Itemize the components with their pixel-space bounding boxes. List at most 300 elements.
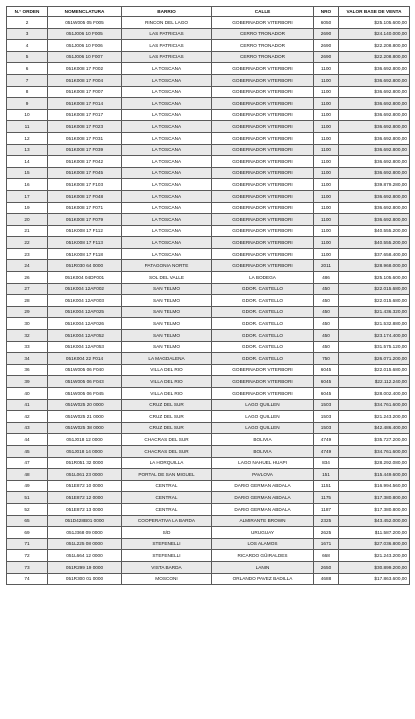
valor-cell: $37.658.400,00 [339, 248, 410, 260]
valor-cell: $22.112.240,00 [339, 376, 410, 388]
nro-cell: 1671 [314, 538, 339, 550]
orden-cell: 33 [7, 341, 48, 353]
valor-cell: $25.105.600,00 [339, 17, 410, 29]
orden-cell: 42 [7, 411, 48, 423]
table-row [7, 573, 410, 585]
nomenclatura-cell: 051K008 17 F118 [48, 248, 122, 260]
nro-cell: 1151 [314, 480, 339, 492]
orden-cell: 69 [7, 527, 48, 539]
valor-cell: $15.449.600,00 [339, 469, 410, 481]
barrio-cell: CRUZ DEL SUR [122, 399, 212, 411]
orden-cell: 9 [7, 98, 48, 110]
valor-cell: $36.692.800,00 [339, 74, 410, 86]
barrio-cell: LA TOSCANA [122, 121, 212, 133]
orden-cell: 17 [7, 190, 48, 202]
orden-cell: 72 [7, 550, 48, 562]
table-row [7, 225, 410, 237]
barrio-cell: LA TOSCANA [122, 109, 212, 121]
nro-cell: 1100 [314, 156, 339, 168]
barrio-cell: S/D [122, 527, 212, 539]
orden-cell: 12 [7, 132, 48, 144]
valor-cell: $17.380.800,00 [339, 492, 410, 504]
table-row [7, 330, 410, 342]
table-row [7, 306, 410, 318]
nomenclatura-cell: 051J368 09 0000 [48, 527, 122, 539]
table-row [7, 51, 410, 63]
orden-cell: 47 [7, 457, 48, 469]
nro-cell: 1100 [314, 202, 339, 214]
nro-cell: 668 [314, 550, 339, 562]
orden-cell: 10 [7, 109, 48, 121]
table-row [7, 422, 410, 434]
table-row [7, 272, 410, 284]
table-row [7, 260, 410, 272]
table-row [7, 515, 410, 527]
table-row [7, 63, 410, 75]
calle-cell: GOBERNADOR VITERBORI [212, 179, 314, 191]
table-row [7, 550, 410, 562]
table-row [7, 190, 410, 202]
valor-cell: $36.692.800,00 [339, 86, 410, 98]
orden-cell: 11 [7, 121, 48, 133]
orden-cell: 32 [7, 330, 48, 342]
orden-cell: 49 [7, 480, 48, 492]
nro-cell: 6050 [314, 17, 339, 29]
calle-cell: GDOR. CASTELLO [212, 330, 314, 342]
calle-cell: CERRO TRONADOR [212, 51, 314, 63]
barrio-cell: SAN TELMO [122, 330, 212, 342]
orden-cell: 43 [7, 422, 48, 434]
table-row [7, 156, 410, 168]
barrio-cell: LA TOSCANA [122, 214, 212, 226]
calle-cell: GOBERNADOR VITERBORI [212, 74, 314, 86]
valor-cell: $22.015.680,00 [339, 295, 410, 307]
nomenclatura-cell: 051K008 17 F048 [48, 190, 122, 202]
nomenclatura-cell: 051K004 12AF025 [48, 306, 122, 318]
header-calle: CALLE [212, 7, 314, 17]
calle-cell: GDOR. CASTELLO [212, 306, 314, 318]
barrio-cell: LA TOSCANA [122, 202, 212, 214]
valor-cell: $23.174.400,00 [339, 330, 410, 342]
orden-cell: 27 [7, 283, 48, 295]
calle-cell: LAGO NAHUEL HUAPI [212, 457, 314, 469]
nomenclatura-cell: 051K004 12AF003 [48, 295, 122, 307]
calle-cell: GDOR. CASTELLO [212, 318, 314, 330]
valor-cell: $11.587.200,00 [339, 527, 410, 539]
barrio-cell: LA TOSCANA [122, 156, 212, 168]
barrio-cell: LA TOSCANA [122, 225, 212, 237]
calle-cell: ORLANDO PAVEZ BADILLA [212, 573, 314, 585]
orden-cell: 71 [7, 538, 48, 550]
nomenclatura-cell: 051K008 17 F004 [48, 74, 122, 86]
orden-cell: 21 [7, 225, 48, 237]
table-row [7, 109, 410, 121]
valor-cell: $36.692.800,00 [339, 132, 410, 144]
calle-cell: GOBERNADOR VITERBORI [212, 260, 314, 272]
barrio-cell: PATAGONIA NORTE [122, 260, 212, 272]
table-row [7, 341, 410, 353]
valor-cell: $17.380.800,00 [339, 503, 410, 515]
orden-cell: 5 [7, 51, 48, 63]
calle-cell: URUGUAY [212, 527, 314, 539]
orden-cell: 19 [7, 202, 48, 214]
nro-cell: 1503 [314, 399, 339, 411]
barrio-cell: LAS PATRICIAS [122, 51, 212, 63]
nomenclatura-cell: 051W025 21 0000 [48, 411, 122, 423]
barrio-cell: LA TOSCANA [122, 98, 212, 110]
calle-cell: CERRO TRONADOR [212, 40, 314, 52]
barrio-cell: LA TOSCANA [122, 74, 212, 86]
calle-cell: GOBERNADOR VITERBORI [212, 248, 314, 260]
calle-cell: LOS ALAMOS [212, 538, 314, 550]
orden-cell: 6 [7, 63, 48, 75]
valor-cell: $36.692.800,00 [339, 167, 410, 179]
nomenclatura-cell: 051K008 17 F023 [48, 121, 122, 133]
valor-cell: $22.015.680,00 [339, 283, 410, 295]
table-row [7, 503, 410, 515]
orden-cell: 73 [7, 561, 48, 573]
nomenclatura-cell: 051D428B01 0000 [48, 515, 122, 527]
header-nomenclatura: NOMENCLATURA [48, 7, 122, 17]
valor-cell: $21.243.200,00 [339, 550, 410, 562]
nomenclatura-cell: 051W005 06 F040 [48, 364, 122, 376]
barrio-cell: PORTAL DE SAN MIGUEL [122, 469, 212, 481]
orden-cell: 20 [7, 214, 48, 226]
table-row [7, 28, 410, 40]
orden-cell: 65 [7, 515, 48, 527]
valor-cell: $39.879.280,00 [339, 179, 410, 191]
table-body [7, 17, 410, 585]
nomenclatura-cell: 051K004 04DF001 [48, 272, 122, 284]
valor-cell: $40.555.200,00 [339, 225, 410, 237]
calle-cell: GDOR. CASTELLO [212, 295, 314, 307]
nomenclatura-cell: 051R030 64 0000 [48, 260, 122, 272]
valor-cell: $28.002.400,00 [339, 388, 410, 400]
calle-cell: GOBERNADOR VITERBORI [212, 202, 314, 214]
nro-cell: 1100 [314, 167, 339, 179]
valor-cell: $21.436.320,00 [339, 306, 410, 318]
nro-cell: 4749 [314, 445, 339, 457]
sales-table [6, 6, 410, 585]
table-row [7, 376, 410, 388]
orden-cell: 28 [7, 295, 48, 307]
nomenclatura-cell: 051K008 17 F007 [48, 86, 122, 98]
calle-cell: GOBERNADOR VITERBORI [212, 132, 314, 144]
orden-cell: 3 [7, 28, 48, 40]
calle-cell: GOBERNADOR VITERBORI [212, 109, 314, 121]
nomenclatura-cell: 051K008 17 F045 [48, 167, 122, 179]
nro-cell: 1503 [314, 422, 339, 434]
nro-cell: 2650 [314, 561, 339, 573]
barrio-cell: LA TOSCANA [122, 190, 212, 202]
table-row [7, 144, 410, 156]
orden-cell: 13 [7, 144, 48, 156]
calle-cell: ALMIRANTE BROWN [212, 515, 314, 527]
orden-cell: 74 [7, 573, 48, 585]
valor-cell: $36.692.800,00 [339, 109, 410, 121]
table-row [7, 353, 410, 365]
valor-cell: $36.692.800,00 [339, 63, 410, 75]
nro-cell: 4688 [314, 573, 339, 585]
calle-cell: BOLIVIA [212, 434, 314, 446]
table-row [7, 480, 410, 492]
table-row [7, 364, 410, 376]
nro-cell: 1100 [314, 179, 339, 191]
valor-cell: $22.208.800,00 [339, 51, 410, 63]
barrio-cell: STEFENELLI [122, 538, 212, 550]
valor-cell: $24.140.000,00 [339, 28, 410, 40]
orden-cell: 48 [7, 469, 48, 481]
orden-cell: 29 [7, 306, 48, 318]
nomenclatura-cell: 051K008 17 F031 [48, 132, 122, 144]
valor-cell: $40.555.200,00 [339, 237, 410, 249]
nomenclatura-cell: 051K008 17 F071 [48, 202, 122, 214]
nomenclatura-cell: 051K008 17 F112 [48, 225, 122, 237]
table-row [7, 40, 410, 52]
table-row [7, 561, 410, 573]
barrio-cell: CENTRAL [122, 492, 212, 504]
valor-cell: $34.761.600,00 [339, 445, 410, 457]
barrio-cell: VILLA DEL RIO [122, 376, 212, 388]
calle-cell: GOBERNADOR VITERBORI [212, 86, 314, 98]
orden-cell: 44 [7, 434, 48, 446]
valor-cell: $36.692.800,00 [339, 156, 410, 168]
calle-cell: LAGO QUILLEN [212, 399, 314, 411]
orden-cell: 4 [7, 40, 48, 52]
calle-cell: GOBERNADOR VITERBORI [212, 121, 314, 133]
nomenclatura-cell: 051W005 06 F043 [48, 376, 122, 388]
table-row [7, 179, 410, 191]
orden-cell: 7 [7, 74, 48, 86]
barrio-cell: LA TOSCANA [122, 63, 212, 75]
nro-cell: 1175 [314, 492, 339, 504]
barrio-cell: SAN TELMO [122, 295, 212, 307]
header-nro: NRO [314, 7, 339, 17]
table-row [7, 121, 410, 133]
barrio-cell: COOPERATIVA LA BARDA [122, 515, 212, 527]
nomenclatura-cell: 051W005 05 F005 [48, 17, 122, 29]
nomenclatura-cell: 051W005 06 F045 [48, 388, 122, 400]
orden-cell: 34 [7, 353, 48, 365]
barrio-cell: SOL DEL VALLE [122, 272, 212, 284]
calle-cell: PAVLOVA [212, 469, 314, 481]
valor-cell: $28.292.080,00 [339, 457, 410, 469]
calle-cell: GOBERNADOR VITERBORI [212, 237, 314, 249]
orden-cell: 24 [7, 260, 48, 272]
valor-cell: $31.575.120,00 [339, 341, 410, 353]
nomenclatura-cell: 051L061 23 0000 [48, 469, 122, 481]
calle-cell: GOBERNADOR VITERBORI [212, 156, 314, 168]
orden-cell: 23 [7, 248, 48, 260]
nomenclatura-cell: 051J018 12 0000 [48, 434, 122, 446]
nro-cell: 1100 [314, 86, 339, 98]
calle-cell: DARIO GERMAN ABDALA [212, 503, 314, 515]
orden-cell: 15 [7, 167, 48, 179]
table-row [7, 98, 410, 110]
orden-cell: 2 [7, 17, 48, 29]
valor-cell: $21.243.200,00 [339, 411, 410, 423]
table-row [7, 132, 410, 144]
barrio-cell: RINCON DEL LAGO [122, 17, 212, 29]
orden-cell: 40 [7, 388, 48, 400]
orden-cell: 39 [7, 376, 48, 388]
calle-cell: LANIN [212, 561, 314, 573]
orden-cell: 30 [7, 318, 48, 330]
orden-cell: 45 [7, 445, 48, 457]
nro-cell: 1100 [314, 144, 339, 156]
table-row [7, 295, 410, 307]
nro-cell: 450 [314, 283, 339, 295]
calle-cell: LA BODEGA [212, 272, 314, 284]
calle-cell: GOBERNADOR VITERBORI [212, 388, 314, 400]
valor-cell: $22.208.800,00 [339, 40, 410, 52]
nro-cell: 1100 [314, 214, 339, 226]
valor-cell: $27.036.800,00 [339, 538, 410, 550]
nomenclatura-cell: 051R300 01 0000 [48, 573, 122, 585]
barrio-cell: VILLA DEL RIO [122, 364, 212, 376]
nro-cell: 2690 [314, 28, 339, 40]
barrio-cell: STEFENELLI [122, 550, 212, 562]
nro-cell: 1100 [314, 237, 339, 249]
nomenclatura-cell: 051E872 12 0000 [48, 492, 122, 504]
calle-cell: GOBERNADOR VITERBORI [212, 17, 314, 29]
calle-cell: RICARDO GÜIRALDES [212, 550, 314, 562]
calle-cell: GOBERNADOR VITERBORI [212, 225, 314, 237]
orden-cell: 22 [7, 237, 48, 249]
orden-cell: 16 [7, 179, 48, 191]
table-row [7, 318, 410, 330]
nomenclatura-cell: 051K008 17 F042 [48, 156, 122, 168]
calle-cell: DARIO GERMAN ABDALA [212, 480, 314, 492]
table-header [7, 7, 410, 17]
nomenclatura-cell: 051J006 10 F007 [48, 51, 122, 63]
valor-cell: $21.532.880,00 [339, 318, 410, 330]
table-row [7, 86, 410, 98]
header-barrio: BARRIO [122, 7, 212, 17]
valor-cell: $30.899.200,00 [339, 561, 410, 573]
barrio-cell: CHACRAS DEL SUR [122, 445, 212, 457]
nomenclatura-cell: 051L664 12 0000 [48, 550, 122, 562]
nro-cell: 450 [314, 330, 339, 342]
calle-cell: GOBERNADOR VITERBORI [212, 98, 314, 110]
orden-cell: 36 [7, 364, 48, 376]
orden-cell: 26 [7, 272, 48, 284]
nomenclatura-cell: 051K008 17 F039 [48, 144, 122, 156]
nro-cell: 450 [314, 295, 339, 307]
nomenclatura-cell: 051W025 20 0000 [48, 399, 122, 411]
nomenclatura-cell: 051J018 14 0000 [48, 445, 122, 457]
nomenclatura-cell: 051K008 17 F002 [48, 63, 122, 75]
table-row [7, 283, 410, 295]
valor-cell: $43.452.000,00 [339, 515, 410, 527]
nro-cell: 151 [314, 469, 339, 481]
nro-cell: 1100 [314, 248, 339, 260]
nomenclatura-cell: 051K004 12AF053 [48, 341, 122, 353]
valor-cell: $16.994.560,00 [339, 480, 410, 492]
barrio-cell: LA TOSCANA [122, 132, 212, 144]
nomenclatura-cell: 051K008 17 F014 [48, 98, 122, 110]
valor-cell: $42.486.400,00 [339, 422, 410, 434]
valor-cell: $36.692.800,00 [339, 202, 410, 214]
table-row [7, 469, 410, 481]
valor-cell: $36.692.800,00 [339, 121, 410, 133]
calle-cell: GOBERNADOR VITERBORI [212, 376, 314, 388]
table-row [7, 74, 410, 86]
nomenclatura-cell: 051E872 10 0000 [48, 480, 122, 492]
barrio-cell: LA HORQUILLA [122, 457, 212, 469]
barrio-cell: LA TOSCANA [122, 167, 212, 179]
valor-cell: $36.692.800,00 [339, 144, 410, 156]
nro-cell: 1100 [314, 225, 339, 237]
table-row [7, 445, 410, 457]
header-row [7, 7, 410, 17]
table-row [7, 411, 410, 423]
barrio-cell: LA TOSCANA [122, 144, 212, 156]
nomenclatura-cell: 051R299 19 0000 [48, 561, 122, 573]
table-row [7, 214, 410, 226]
valor-cell: $36.692.800,00 [339, 190, 410, 202]
valor-cell: $28.968.000,00 [339, 260, 410, 272]
nro-cell: 1100 [314, 109, 339, 121]
calle-cell: LAGO QUILLEN [212, 422, 314, 434]
table-row [7, 202, 410, 214]
barrio-cell: SAN TELMO [122, 341, 212, 353]
barrio-cell: LA TOSCANA [122, 248, 212, 260]
nro-cell: 750 [314, 353, 339, 365]
calle-cell: LAGO QUILLEN [212, 411, 314, 423]
nomenclatura-cell: 051K004 12AF026 [48, 318, 122, 330]
valor-cell: $35.727.200,00 [339, 434, 410, 446]
calle-cell: GOBERNADOR VITERBORI [212, 144, 314, 156]
nomenclatura-cell: 051R051 32 0000 [48, 457, 122, 469]
orden-cell: 52 [7, 503, 48, 515]
barrio-cell: CRUZ DEL SUR [122, 422, 212, 434]
barrio-cell: LA TOSCANA [122, 237, 212, 249]
table-row [7, 167, 410, 179]
barrio-cell: CRUZ DEL SUR [122, 411, 212, 423]
nro-cell: 450 [314, 341, 339, 353]
valor-cell: $36.692.800,00 [339, 214, 410, 226]
table-row [7, 457, 410, 469]
calle-cell: GDOR. CASTELLO [212, 353, 314, 365]
barrio-cell: VISTA BARDA [122, 561, 212, 573]
valor-cell: $26.071.200,00 [339, 353, 410, 365]
barrio-cell: CENTRAL [122, 503, 212, 515]
nro-cell: 1503 [314, 411, 339, 423]
orden-cell: 41 [7, 399, 48, 411]
barrio-cell: SAN TELMO [122, 283, 212, 295]
nro-cell: 4749 [314, 434, 339, 446]
nro-cell: 1187 [314, 503, 339, 515]
nro-cell: 834 [314, 457, 339, 469]
valor-cell: $17.863.600,00 [339, 573, 410, 585]
header-valor: VALOR BASE DE VENTA [339, 7, 410, 17]
orden-cell: 14 [7, 156, 48, 168]
nro-cell: 2011 [314, 260, 339, 272]
nro-cell: 6045 [314, 376, 339, 388]
nomenclatura-cell: 051K008 17 F017 [48, 109, 122, 121]
barrio-cell: LAS PATRICIAS [122, 40, 212, 52]
calle-cell: CERRO TRONADOR [212, 28, 314, 40]
nomenclatura-cell: 051K004 22 F014 [48, 353, 122, 365]
valor-cell: $25.105.600,00 [339, 272, 410, 284]
nro-cell: 486 [314, 272, 339, 284]
table-row [7, 538, 410, 550]
header-orden: N.° ORDEN [7, 7, 48, 17]
nro-cell: 450 [314, 318, 339, 330]
calle-cell: GDOR. CASTELLO [212, 283, 314, 295]
nomenclatura-cell: 051K004 12AF002 [48, 283, 122, 295]
